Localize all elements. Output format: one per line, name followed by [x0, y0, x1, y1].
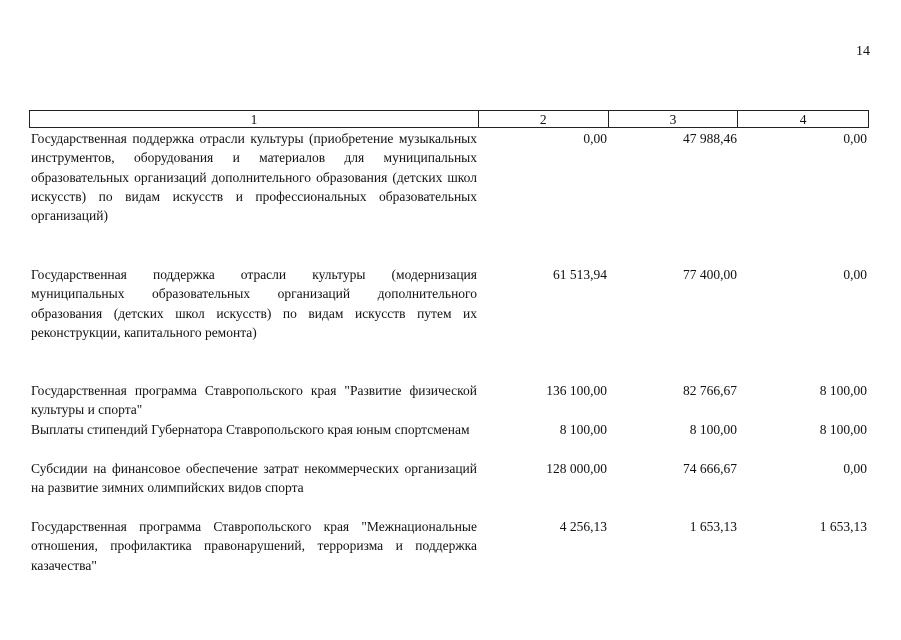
row-value-col-2: 0,00 [583, 131, 607, 146]
row-value-col-4: 8 100,00 [819, 422, 867, 437]
row-description: Государственная программа Ставропольского края "Межнациональные отношения, профилактика правонарушений, терроризма и поддержка казачества" [31, 519, 477, 573]
row-value-col-2: 128 000,00 [546, 461, 607, 476]
row-value-col-3: 77 400,00 [683, 267, 737, 282]
table-row [29, 381, 869, 420]
row-description: Государственная поддержка отрасли культуры (приобретение музыкальных инструментов, оборудования и материалов для муниципальных образовательных организаций дополнительного образования (детских школ искусств) по видам искусств и профессиональных образовательных организаций) [31, 131, 477, 224]
row-value-col-3: 74 666,67 [683, 461, 737, 476]
page-number: 14 [856, 44, 870, 59]
table-header-row [29, 110, 869, 128]
row-description: Субсидии на финансовое обеспечение затрат некоммерческих организаций на развитие зимних олимпийских видов спорта [31, 461, 477, 496]
table-row [29, 517, 869, 575]
table-row [29, 459, 869, 498]
row-value-col-3: 47 988,46 [683, 131, 737, 146]
row-description: Выплаты стипендий Губернатора Ставропольского края юным спортсменам [31, 422, 470, 437]
row-value-col-3: 8 100,00 [689, 422, 737, 437]
row-value-col-4: 0,00 [843, 461, 867, 476]
row-value-col-4: 0,00 [843, 267, 867, 282]
row-value-col-2: 61 513,94 [553, 267, 607, 282]
row-value-col-3: 1 653,13 [689, 519, 737, 534]
row-value-col-2: 136 100,00 [546, 383, 607, 398]
table-header-col-1: 1 [30, 111, 479, 127]
row-description: Государственная поддержка отрасли культуры (модернизация муниципальных образовательных организаций дополнительного образования (детских школ искусств) по видам искусств путем их реконструкции, капитального ремонта) [31, 267, 477, 340]
table-header-col-4: 4 [799, 112, 807, 127]
row-value-col-3: 82 766,67 [683, 383, 737, 398]
table-row [29, 129, 869, 225]
table-row [29, 420, 869, 439]
row-value-col-4: 1 653,13 [819, 519, 867, 534]
table-header-col-3: 3 [609, 111, 739, 127]
table-row [29, 265, 869, 342]
row-value-col-2: 8 100,00 [559, 422, 607, 437]
row-value-col-4: 0,00 [843, 131, 867, 146]
row-value-col-2: 4 256,13 [559, 519, 607, 534]
row-description: Государственная программа Ставропольского края "Развитие физической культуры и спорта" [31, 383, 477, 418]
table-header-col-2: 2 [479, 111, 609, 127]
row-value-col-4: 8 100,00 [819, 383, 867, 398]
